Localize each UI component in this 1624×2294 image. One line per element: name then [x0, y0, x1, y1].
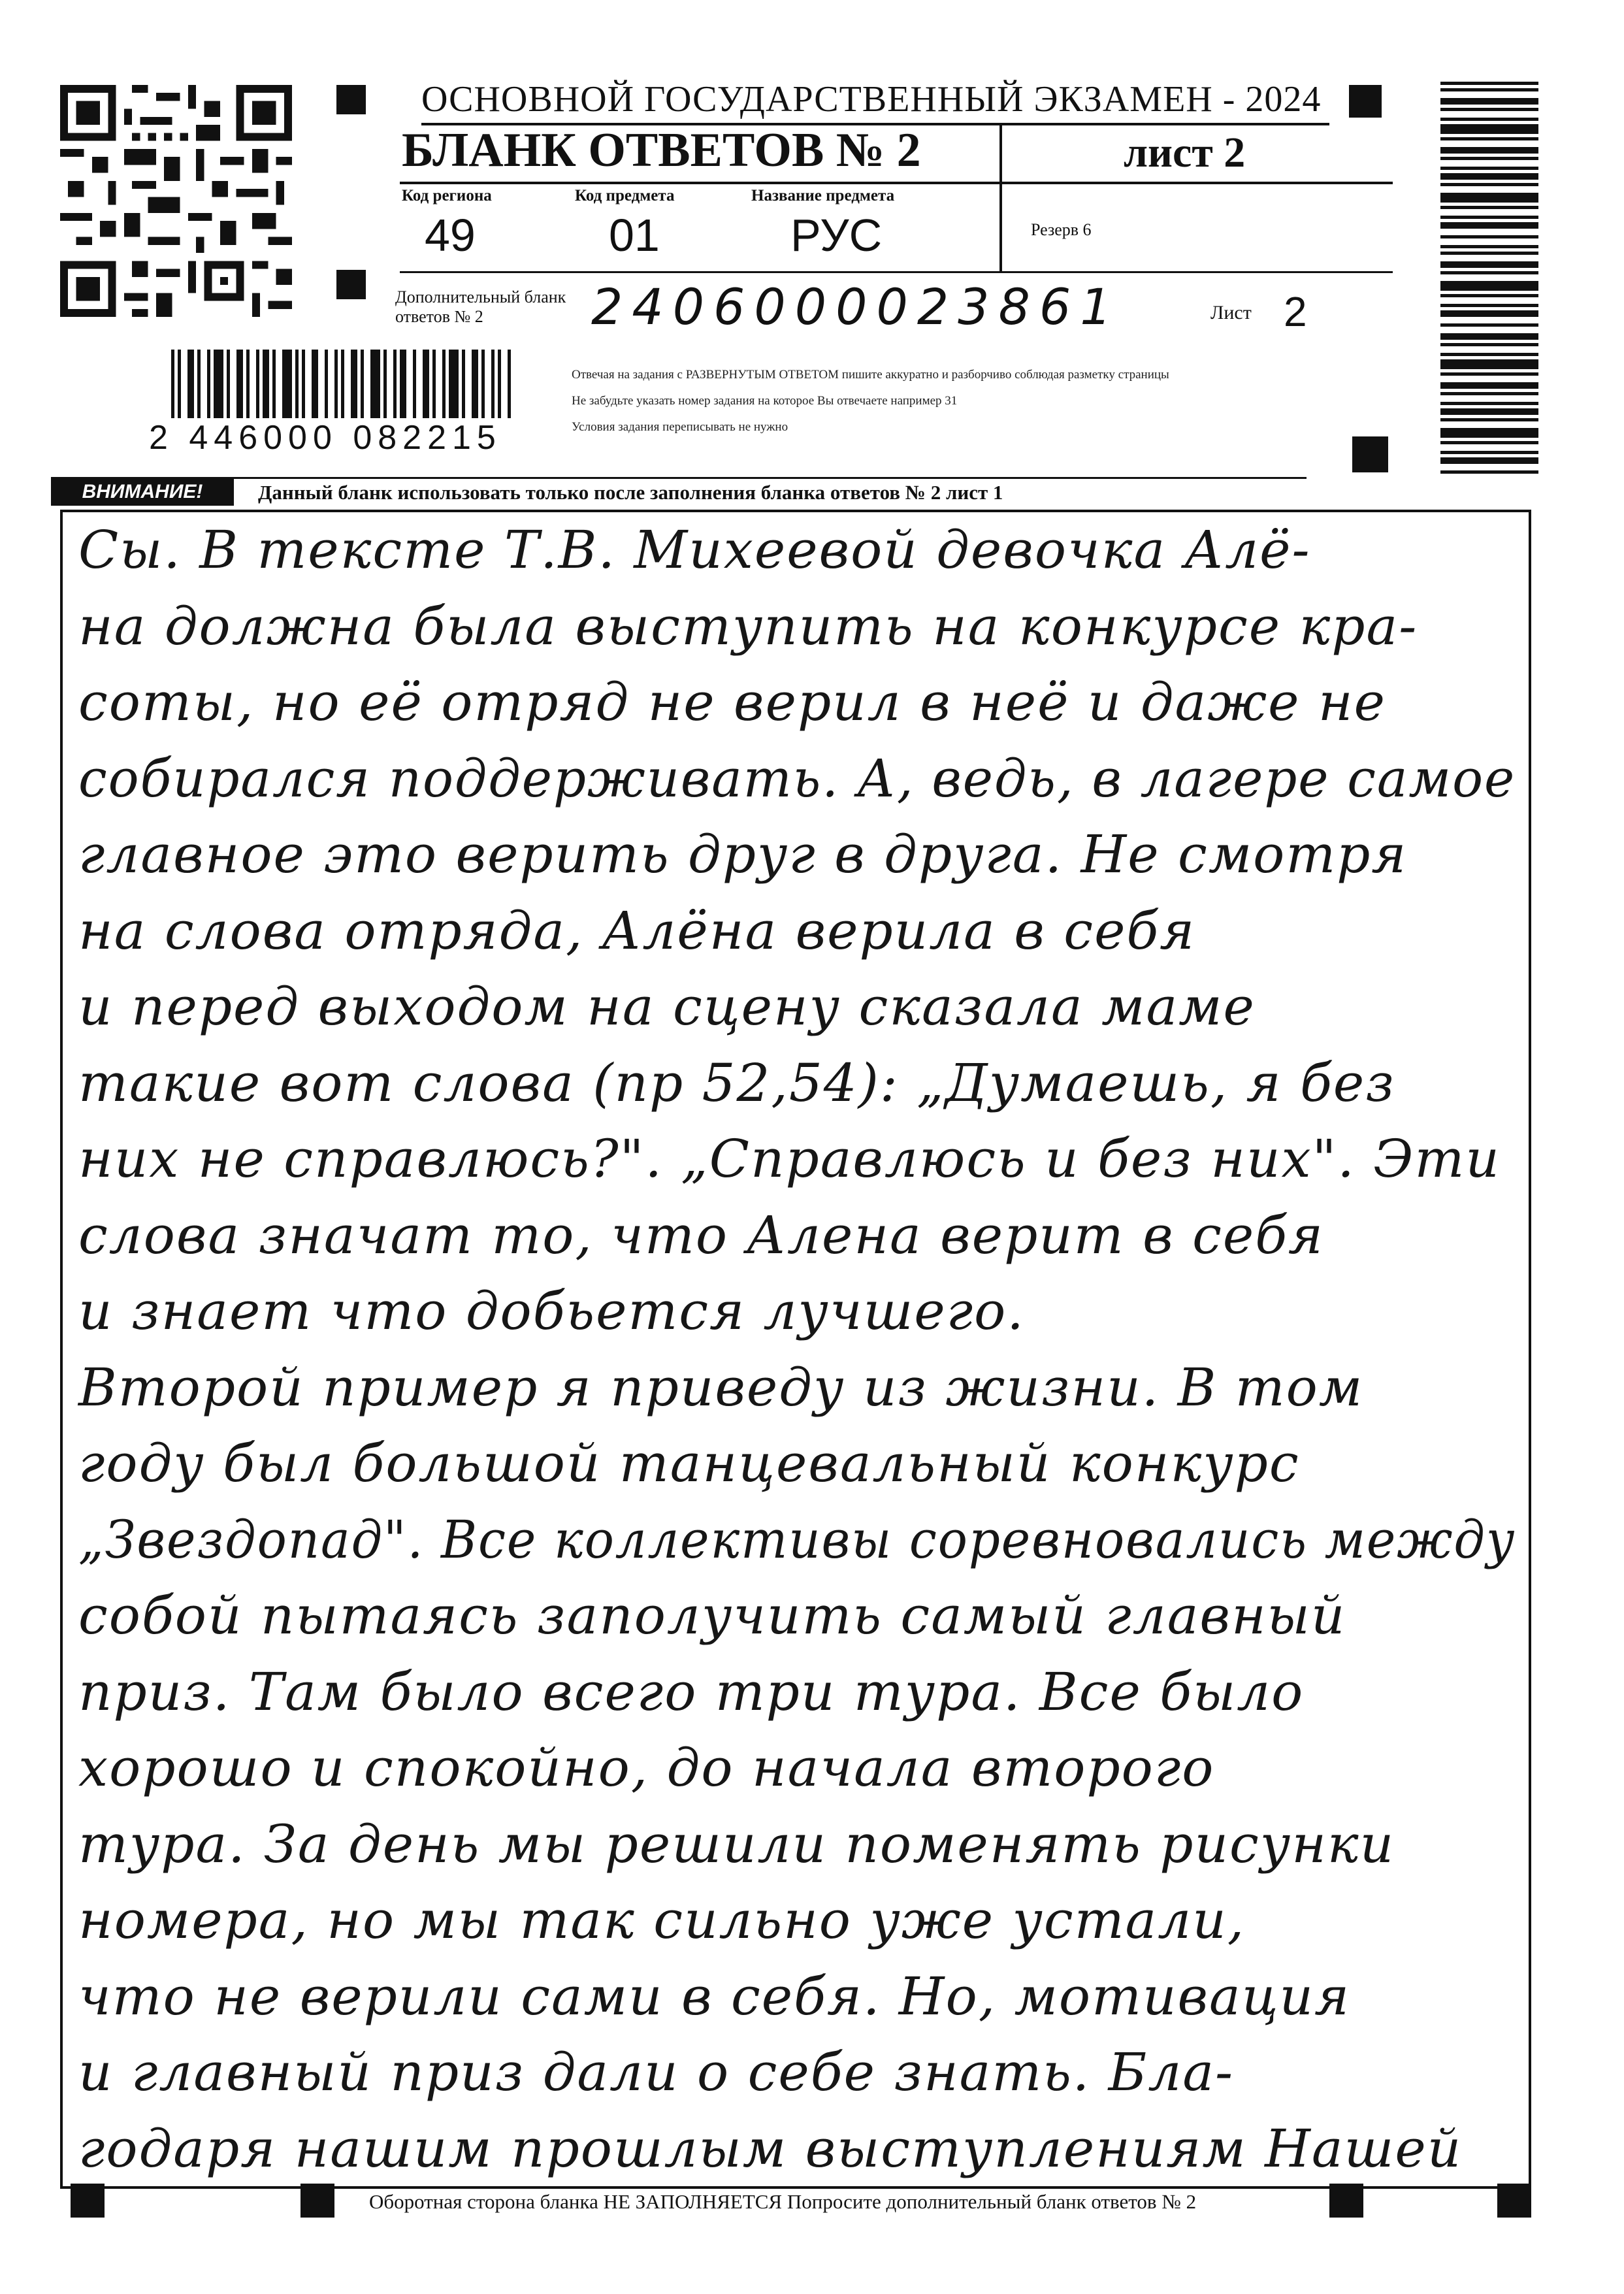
answer-line: и знает что добьется лучшего. [78, 1281, 1025, 1341]
subject-code: 01 [609, 210, 660, 261]
answer-line: на должна была выступить на конкурсе кра- [78, 595, 1418, 657]
page-number: 2 [1284, 288, 1307, 335]
answer-line: слова значат то, что Алена верит в себя [78, 1204, 1325, 1266]
attention-text: Данный бланк использовать только после заполнения бланка ответов № 2 лист 1 [258, 481, 1003, 504]
answer-line: и перед выходом на сцену сказала маме [78, 976, 1256, 1037]
instruction-text: Отвечая на задания с РАЗВЕРНУТЫМ ОТВЕТОМ пишите аккуратно и разборчиво соблюдая разметку страницы [572, 368, 1169, 382]
divider [999, 124, 1002, 271]
divider [400, 182, 1393, 184]
subject-name-label: Название предмета [751, 187, 895, 205]
barcode-digits: 2 446000 082215 [149, 419, 502, 457]
sheet-label: лист 2 [1124, 129, 1246, 176]
answer-line: Второй пример я приведу из жизни. В том [78, 1356, 1364, 1418]
instruction-text: Условия задания переписывать не нужно [572, 420, 788, 434]
divider [400, 271, 1393, 273]
answer-line: годаря нашим прошлым выступлениям Нашей [78, 2118, 1463, 2179]
attention-badge: ВНИМАНИЕ! [51, 478, 234, 506]
exam-title: ОСНОВНОЙ ГОСУДАРСТВЕННЫЙ ЭКЗАМЕН - 2024 [421, 78, 1329, 125]
additional-form-label: Дополнительный бланк ответов № 2 [395, 287, 566, 326]
subject-name: РУС [790, 210, 883, 261]
answer-line: году был большой танцевальный конкурс [78, 1433, 1300, 1494]
answer-line: на слова отряда, Алёна верила в себя [78, 900, 1196, 961]
corner-marker [1352, 436, 1388, 472]
answer-line: и главный приз дали о себе знать. Бла- [78, 2042, 1235, 2103]
answer-line: Сы. В тексте Т.В. Михеевой девочка Алё- [78, 519, 1311, 580]
subject-code-label: Код предмета [575, 187, 675, 205]
answer-line: главное это верить друг в друга. Не смотря [78, 824, 1408, 885]
corner-marker [336, 270, 366, 299]
corner-marker [336, 85, 366, 114]
additional-form-number: 2406000023861 [591, 278, 1121, 336]
answer-line: „Звездопад". Все коллективы соревновались между [78, 1509, 1516, 1570]
answer-line: хорошо и спокойно, до начала второго [78, 1737, 1215, 1798]
divider [51, 477, 1307, 479]
answer-line: такие вот слова (пр 52,54): „Думаешь, я без [78, 1052, 1395, 1113]
answer-line: них не справлюсь?". „Справлюсь и без них". Эти [78, 1128, 1501, 1189]
region-code: 49 [425, 210, 476, 261]
answer-line: что не верили сами в себя. Но, мотивация [78, 1965, 1351, 2027]
answer-line: собирался поддерживать. А, ведь, в лагере самое [78, 747, 1516, 809]
form-title: БЛАНК ОТВЕТОВ № 2 [402, 123, 921, 177]
qr-code [60, 85, 292, 317]
answer-line: собой пытаясь заполучить самый главный [78, 1585, 1346, 1646]
barcode [171, 350, 511, 418]
instruction-text: Не забудьте указать номер задания на которое Вы отвечаете например 31 [572, 394, 958, 408]
answer-line: приз. Там было всего три тура. Все было [78, 1661, 1305, 1722]
reserve-label: Резерв 6 [1031, 220, 1092, 239]
region-code-label: Код региона [402, 187, 492, 205]
answer-line: соты, но её отряд не верил в неё и даже не [78, 672, 1386, 732]
side-barcode [1440, 82, 1538, 474]
corner-marker [1349, 85, 1382, 118]
answer-line: тура. За день мы решили поменять рисунки [78, 1813, 1395, 1875]
page-label: Лист [1210, 302, 1252, 323]
answer-line: номера, но мы так сильно уже устали, [78, 1890, 1246, 1950]
footer-note: Оборотная сторона бланка НЕ ЗАПОЛНЯЕТСЯ Попросите дополнительный бланк ответов № 2 [369, 2190, 1197, 2213]
